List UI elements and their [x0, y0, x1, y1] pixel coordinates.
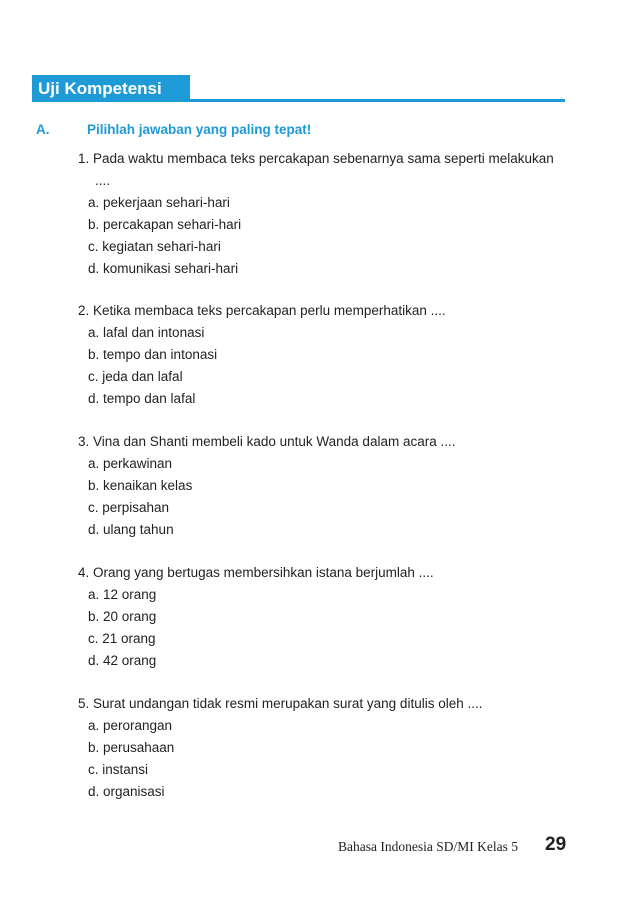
- question-4-option-c: c. 21 orang: [88, 631, 156, 646]
- question-5-option-b: b. perusahaan: [88, 740, 175, 755]
- question-2-option-c: c. jeda dan lafal: [88, 369, 183, 384]
- question-5-option-d: d. organisasi: [88, 784, 165, 799]
- question-5-option-a: a. perorangan: [88, 718, 173, 733]
- question-5: 5. Surat undangan tidak resmi merupakan surat yang ditulis oleh ....: [78, 696, 483, 711]
- header-rule: [190, 99, 565, 102]
- question-4-option-b: b. 20 orang: [88, 609, 157, 624]
- question-1-option-d: d. komunikasi sehari-hari: [88, 261, 239, 276]
- question-2-option-b: b. tempo dan intonasi: [88, 347, 218, 362]
- question-2-option-a: a. lafal dan intonasi: [88, 325, 205, 340]
- question-1-option-c: c. kegiatan sehari-hari: [88, 239, 221, 254]
- question-1: 1. Pada waktu membaca teks percakapan sebenarnya sama seperti melakukan: [78, 151, 554, 166]
- question-1-continuation: ....: [95, 173, 111, 188]
- section-letter: A.: [36, 122, 50, 137]
- question-4-option-a: a. 12 orang: [88, 587, 157, 602]
- question-3: 3. Vina dan Shanti membeli kado untuk Wanda dalam acara ....: [78, 434, 456, 449]
- section-header: [32, 75, 565, 102]
- question-4: 4. Orang yang bertugas membersihkan istana berjumlah ....: [78, 565, 434, 580]
- section-title: Uji Kompetensi: [32, 75, 190, 102]
- question-2-option-d: d. tempo dan lafal: [88, 391, 196, 406]
- question-3-option-d: d. ulang tahun: [88, 522, 174, 537]
- page-number: 29: [545, 834, 567, 855]
- question-5-option-c: c. instansi: [88, 762, 149, 777]
- instruction-text: Pilihlah jawaban yang paling tepat!: [87, 122, 312, 137]
- question-1-option-b: b. percakapan sehari-hari: [88, 217, 242, 232]
- question-3-option-a: a. perkawinan: [88, 456, 173, 471]
- question-1-option-a: a. pekerjaan sehari-hari: [88, 195, 230, 210]
- question-2: 2. Ketika membaca teks percakapan perlu memperhatikan ....: [78, 303, 446, 318]
- footer-book-title: Bahasa Indonesia SD/MI Kelas 5: [338, 839, 518, 854]
- question-3-option-c: c. perpisahan: [88, 500, 170, 515]
- question-3-option-b: b. kenaikan kelas: [88, 478, 193, 493]
- question-4-option-d: d. 42 orang: [88, 653, 157, 668]
